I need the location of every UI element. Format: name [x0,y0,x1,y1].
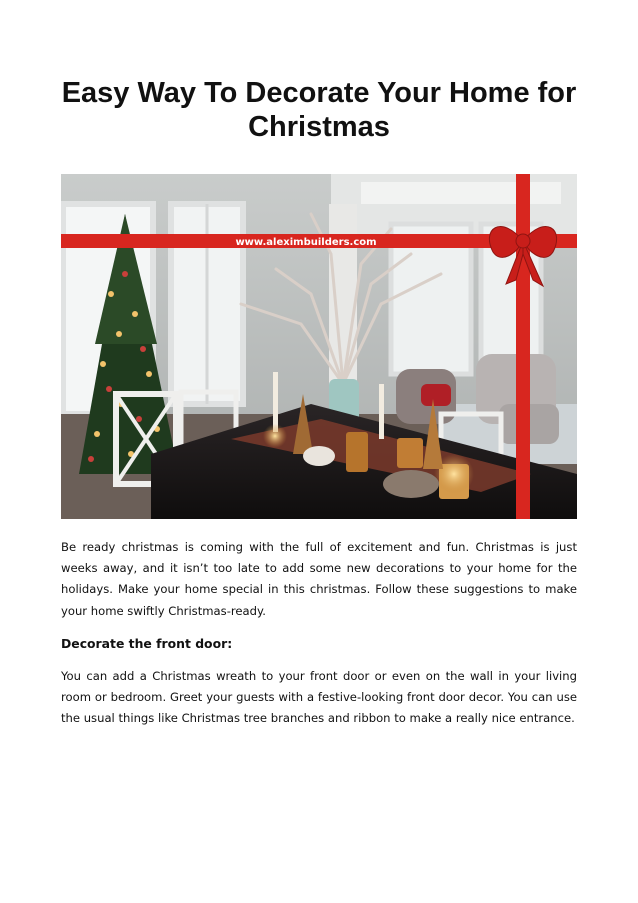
hero-image [61,174,577,519]
page-title: Easy Way To Decorate Your Home for Christmas [61,77,577,143]
section-body: You can add a Christmas wreath to your front door or even on the wall in your living room or bedroom. Greet your guests with a festive-looking front door decor. You can use the usual things like Christmas tree branches and ribbon to make a really nice entrance. [61,669,577,726]
christmas-dining-room-photo [61,174,577,519]
image-watermark: www.aleximbuilders.com [235,237,377,248]
section-heading: Decorate the front door: [61,636,233,651]
intro-paragraph: Be ready christmas is coming with the full of excitement and fun. Christmas is just weeks away, and it isn’t too late to add some new decorations to your home for the holidays. Make your home special in this christmas. Follow these suggestions to make your home swiftly Christmas-ready. [61,540,577,618]
